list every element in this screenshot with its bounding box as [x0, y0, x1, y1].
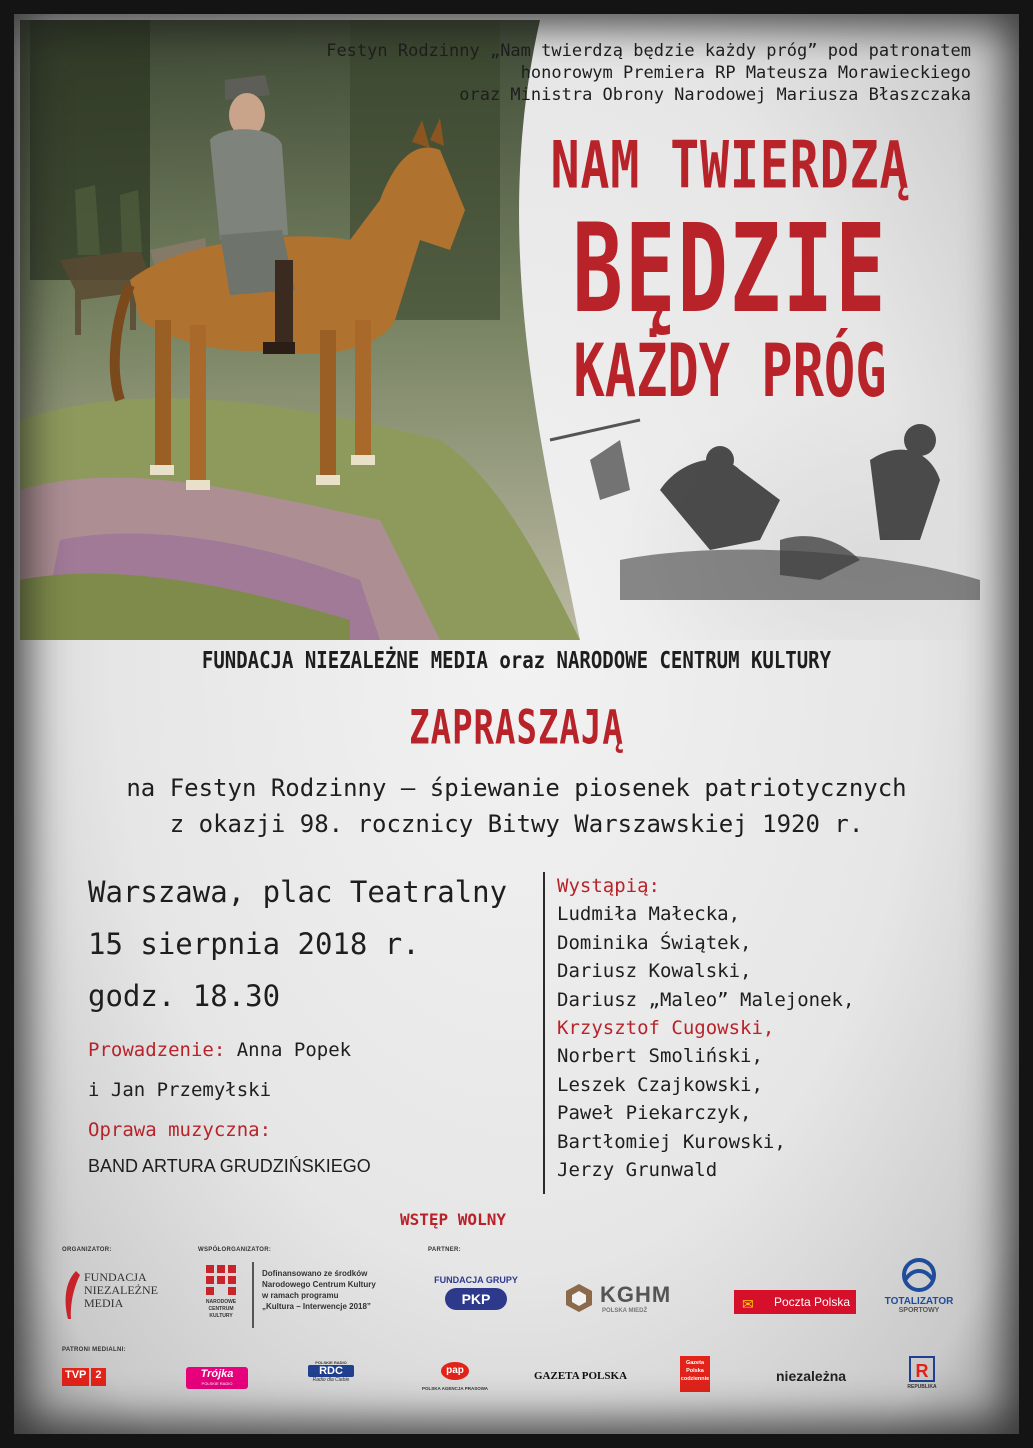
free-entry: WSTĘP WOLNY	[400, 1210, 506, 1229]
trojka-sub: POLSKIE RADIO	[201, 1381, 233, 1386]
title-line-3: KAŻDY PRÓG	[573, 330, 887, 414]
poczta-name: Poczta Polska	[773, 1295, 850, 1309]
event-place: Warszawa, plac Teatralny	[88, 875, 508, 909]
invite-line: na Festyn Rodzinny – śpiewanie piosenek patriotycznych	[126, 774, 907, 802]
poczta-horn-icon: ✉	[742, 1296, 754, 1312]
patronage-text	[251, 40, 971, 106]
media-patrons-label: PATRONI MEDIALNI:	[62, 1347, 126, 1353]
pkp-logo-text: FUNDACJA GRUPY	[434, 1275, 518, 1285]
totalizator-sub: SPORTOWY	[898, 1307, 940, 1314]
fnm-logo-line: MEDIA	[84, 1296, 124, 1310]
performer: Dominika Świątek,	[557, 931, 752, 954]
title-line-2: BĘDZIE	[572, 198, 888, 341]
performer: Leszek Czajkowski,	[557, 1073, 763, 1096]
rdc-logo	[308, 1360, 354, 1383]
republika-mark: R	[909, 1356, 935, 1382]
event-time: godz. 18.30	[88, 979, 281, 1013]
patronage-line: Festyn Rodzinny „Nam twierdzą będzie każdy próg” pod patronatem	[326, 41, 971, 61]
performers-label: Wystąpią:	[557, 875, 660, 897]
column-divider	[543, 872, 545, 1194]
performer: Ludmiła Małecka,	[557, 903, 741, 926]
trojka-name: Trójka	[200, 1368, 234, 1380]
tvp-number: 2	[91, 1368, 105, 1386]
kghm-icon	[566, 1284, 592, 1312]
niezalezna-logo: niezależna	[776, 1368, 847, 1384]
partner-label: PARTNER:	[428, 1247, 461, 1253]
funding-line: w ramach programu	[262, 1291, 339, 1300]
pkp-logo	[426, 1275, 526, 1310]
republika-logo	[902, 1356, 942, 1390]
organizer-label: ORGANIZATOR:	[62, 1247, 112, 1253]
invite-line: z okazji 98. rocznicy Bitwy Warszawskiej 1920 r.	[169, 810, 864, 838]
fnm-logo-line: FUNDACJA	[84, 1270, 147, 1284]
fnm-logo	[62, 1265, 182, 1325]
funding-note	[262, 1268, 376, 1312]
feather-icon	[62, 1269, 82, 1321]
totalizator-icon	[899, 1258, 939, 1292]
performer: Paweł Piekarczyk,	[557, 1102, 752, 1125]
totalizator-name: TOTALIZATOR	[884, 1296, 954, 1307]
performer: Bartłomiej Kurowski,	[557, 1130, 786, 1153]
footer-divider	[252, 1262, 254, 1328]
organizers-line: FUNDACJA NIEZALEŻNE MEDIA oraz NARODOWE CENTRUM KULTURY	[201, 647, 832, 675]
nck-emblem-icon	[206, 1265, 236, 1295]
nck-logo-line: NARODOWE	[205, 1299, 237, 1305]
performer: Dariusz „Maleo” Malejonek,	[557, 988, 855, 1011]
pap-mark: pap	[441, 1362, 469, 1380]
kghm-name: KGHM	[600, 1282, 672, 1307]
performer: Jerzy Grunwald	[557, 1159, 718, 1182]
funding-line: Dofinansowano ze środków	[262, 1269, 368, 1278]
invite-text	[0, 770, 1033, 842]
funding-line: „Kultura – Interwencje 2018”	[262, 1302, 371, 1311]
kghm-sub: POLSKA MIEDŹ	[602, 1308, 648, 1314]
event-date: 15 sierpnia 2018 r.	[88, 927, 420, 961]
gazeta-codziennie-logo	[680, 1356, 710, 1392]
coorganizer-label: WSPÓŁORGANIZATOR:	[198, 1247, 272, 1253]
band-name: BAND ARTURA GRUDZIŃSKIEGO	[88, 1156, 371, 1176]
host-name: Anna Popek	[236, 1039, 352, 1061]
performer-highlight: Krzysztof Cugowski,	[557, 1017, 775, 1040]
rdc-top: POLSKIE RADIO	[315, 1360, 347, 1365]
performer: Norbert Smoliński,	[557, 1045, 763, 1068]
music-label: Oprawa muzyczna:	[88, 1119, 272, 1141]
invite-heading: ZAPRASZAJĄ	[409, 700, 624, 756]
pap-sub: POLSKA AGENCJA PRASOWA	[421, 1386, 488, 1391]
rdc-name: RDC	[308, 1365, 354, 1377]
tvp-mark: TVP	[62, 1368, 89, 1386]
event-details	[88, 870, 538, 1178]
pkp-badge: PKP	[445, 1288, 507, 1310]
poczta-polska-logo	[734, 1290, 856, 1314]
republika-name: REPUBLIKA	[907, 1384, 937, 1390]
patronage-line: honorowym Premiera RP Mateusza Morawieckiego	[520, 63, 971, 83]
host-name-2: i Jan Przemyłski	[88, 1079, 272, 1101]
gpc-line: codziennie	[680, 1376, 710, 1382]
nck-logo-line: CENTRUM	[208, 1306, 234, 1312]
performers-list	[557, 872, 857, 1184]
pap-logo	[400, 1360, 510, 1391]
nck-logo	[196, 1265, 246, 1333]
gpc-line: Polska	[686, 1368, 704, 1374]
rdc-sub: Radio dla Ciebie	[312, 1377, 350, 1383]
trojka-logo	[186, 1367, 248, 1389]
funding-line: Narodowego Centrum Kultury	[262, 1280, 376, 1289]
tvp2-logo	[62, 1368, 106, 1386]
nck-logo-line: KULTURY	[209, 1313, 233, 1319]
gpc-line: Gazeta	[685, 1360, 705, 1366]
fnm-logo-line: NIEZALEŻNE	[84, 1283, 158, 1297]
performer: Dariusz Kowalski,	[557, 960, 752, 983]
gazeta-polska-logo: GAZETA POLSKA	[534, 1370, 628, 1382]
patronage-line: oraz Ministra Obrony Narodowej Mariusza Błaszczaka	[459, 85, 971, 105]
host-label: Prowadzenie:	[88, 1039, 226, 1061]
title-line-1: NAM TWIERDZĄ	[550, 128, 910, 204]
totalizator-logo	[874, 1258, 964, 1314]
